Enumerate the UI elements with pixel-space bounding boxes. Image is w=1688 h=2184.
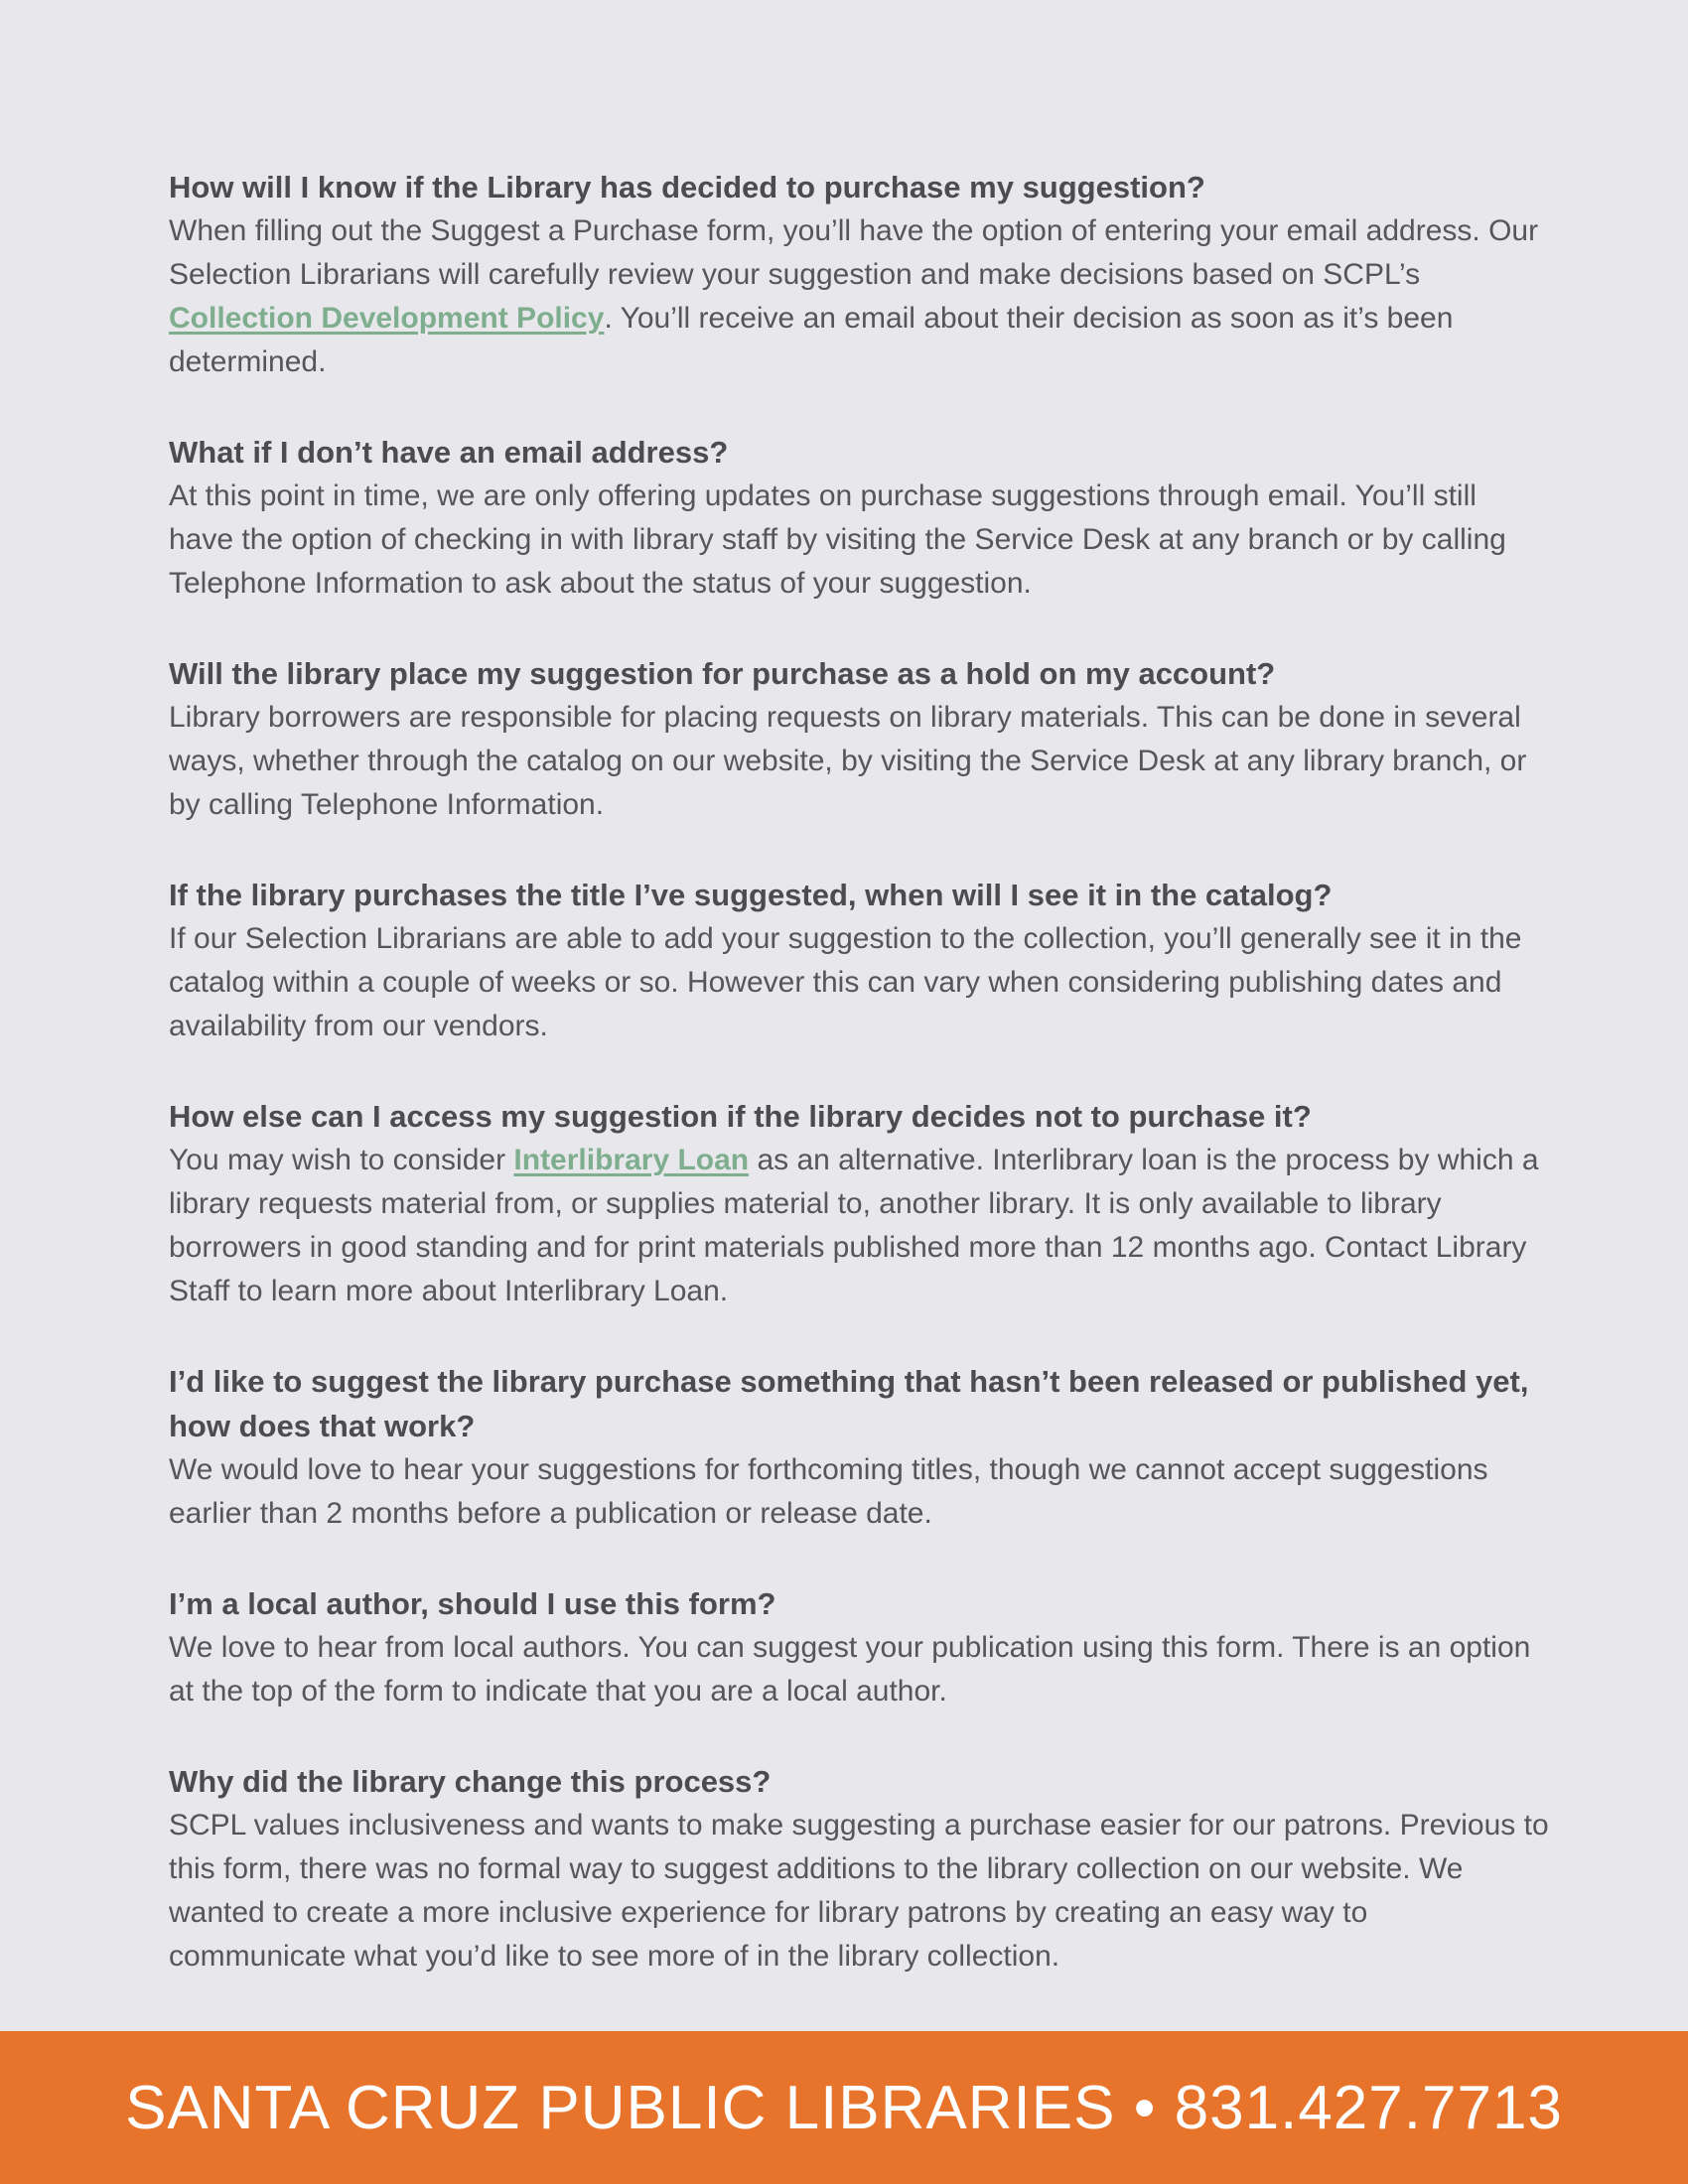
faq-item-4 (169, 873, 1549, 1048)
faq-question: If the library purchases the title I’ve suggested, when will I see it in the catalog? (169, 878, 1333, 912)
faq-answer-text: When filling out the Suggest a Purchase form, you’ll have the option of entering your email address. Our Selection Librarians will carefully review your suggestion and make decisions based on SCPL’s (169, 214, 1539, 291)
faq-item-7 (169, 1581, 1549, 1713)
interlibrary-loan-link[interactable]: Interlibrary Loan (513, 1144, 750, 1176)
faq-answer: We would love to hear your suggestions for forthcoming titles, though we cannot accept suggestions earlier than 2 months before a publication or release date. (169, 1453, 1488, 1530)
faq-item-3 (169, 651, 1549, 827)
faq-question: I’m a local author, should I use this form? (169, 1586, 776, 1621)
faq-item-1 (169, 165, 1549, 384)
faq-question: What if I don’t have an email address? (169, 435, 729, 470)
collection-development-policy-link[interactable]: Collection Development Policy (169, 302, 605, 335)
faq-item-5 (169, 1094, 1549, 1313)
faq-answer (169, 209, 1549, 384)
footer-banner (0, 2031, 1688, 2184)
faq-item-8 (169, 1759, 1549, 1979)
faq-question: How will I know if the Library has decided to purchase my suggestion? (169, 170, 1205, 205)
faq-question: How else can I access my suggestion if the library decides not to purchase it? (169, 1099, 1312, 1134)
faq-answer: We love to hear from local authors. You can suggest your publication using this form. There is an option at the top of the form to indicate that you are a local author. (169, 1631, 1531, 1707)
faq-answer-text: as an alternative. Interlibrary loan is the process by which a library requests material from, or supplies material to, another library. It is only available to library borrowers in good standing and for print materials published more than 12 months ago. Contact Library Staff to learn more about Interlibrary Loan. (169, 1144, 1539, 1307)
faq-item-6 (169, 1359, 1549, 1536)
faq-item-2 (169, 430, 1549, 606)
faq-answer (169, 1139, 1549, 1313)
faq-content (169, 165, 1549, 2024)
faq-answer-text: . You’ll receive an email about their decision as soon as it’s been determined. (169, 302, 1454, 378)
faq-answer: SCPL values inclusiveness and wants to make suggesting a purchase easier for our patrons. Previous to this form, there was no formal way to suggest additions to the library collection on our website. We wanted to create a more inclusive experience for library patrons by creating an easy way to communicate what you’d like to see more of in the library collection. (169, 1809, 1549, 1973)
faq-answer: Library borrowers are responsible for placing requests on library materials. This can be done in several ways, whether through the catalog on our website, by visiting the Service Desk at any library branch, or by calling Telephone Information. (169, 701, 1527, 821)
faq-answer: If our Selection Librarians are able to add your suggestion to the collection, you’ll generally see it in the catalog within a couple of weeks or so. However this can vary when considering publishing dates and availability from our vendors. (169, 922, 1522, 1042)
footer-text: SANTA CRUZ PUBLIC LIBRARIES • 831.427.7713 (125, 2073, 1563, 2142)
faq-answer-text: You may wish to consider (169, 1144, 514, 1176)
faq-question: Will the library place my suggestion for purchase as a hold on my account? (169, 656, 1276, 691)
faq-answer: At this point in time, we are only offering updates on purchase suggestions through email. You’ll still have the option of checking in with library staff by visiting the Service Desk at any branch or by calling Telephone Information to ask about the status of your suggestion. (169, 479, 1506, 600)
faq-question: I’d like to suggest the library purchase something that hasn’t been released or published yet, how does that work? (169, 1364, 1529, 1443)
faq-question: Why did the library change this process? (169, 1764, 772, 1799)
